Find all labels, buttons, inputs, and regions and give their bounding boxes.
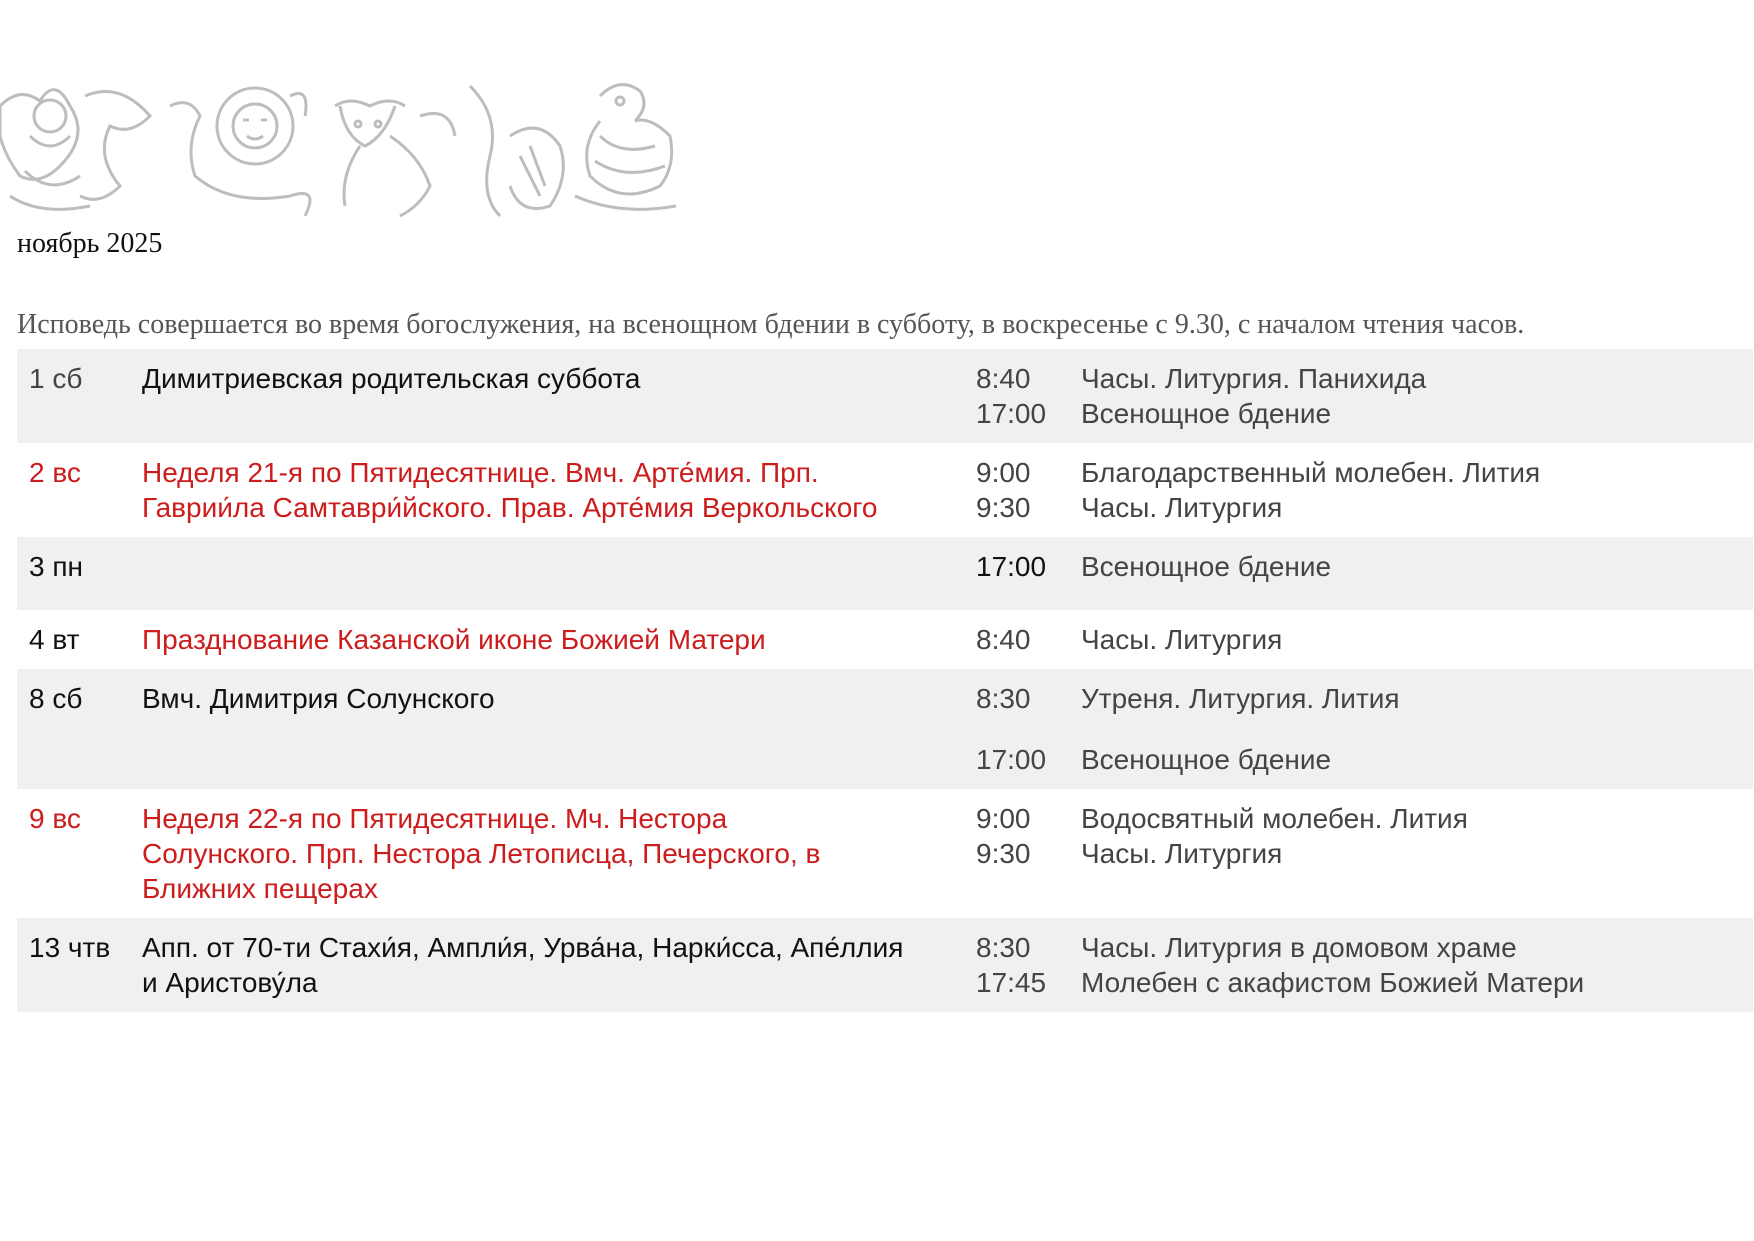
ornament-banner [0, 76, 676, 218]
row-title [142, 537, 964, 610]
row-times [964, 669, 1081, 789]
schedule-row [17, 669, 1753, 789]
row-date: 4 вт [29, 624, 80, 655]
confession-note: Исповедь совершается во время богослужения, на всенощном бдении в субботу, в воскресенье с 9.30, с началом чтения часов. [17, 309, 1525, 340]
row-date: 13 чтв [17, 918, 142, 1012]
service-time: 17:45 [976, 967, 1047, 998]
service-name: Часы. Литургия [1081, 624, 1283, 655]
service-time: 9:00 [976, 803, 1031, 834]
row-times [964, 789, 1081, 918]
service-name: Всенощное бдение [1081, 398, 1332, 429]
service-time: 8:40 [976, 624, 1031, 655]
schedule-row [17, 918, 1753, 1012]
schedule-row [17, 349, 1753, 443]
month-title: ноябрь 2025 [17, 228, 163, 259]
service-time: 9:30 [976, 838, 1031, 869]
row-date: 9 вс [29, 803, 81, 834]
row-times [964, 349, 1081, 443]
row-times [964, 443, 1081, 537]
service-time: 8:30 [976, 932, 1031, 963]
service-time: 17:00 [976, 398, 1047, 429]
service-time: 8:40 [976, 363, 1031, 394]
service-time: 17:00 [976, 551, 1047, 582]
row-date: 8 сб [17, 669, 142, 789]
row-services [1081, 789, 1753, 918]
service-time: 8:30 [976, 683, 1031, 714]
service-name: Часы. Литургия в домовом храме [1081, 932, 1517, 963]
eagle-icon [575, 85, 676, 210]
row-title: Неделя 22-я по Пятидесятнице. Мч. Нестора Солунского. Прп. Нестора Летописца, Печерского, в Ближних пещерах [142, 803, 821, 904]
lion-icon [170, 88, 310, 216]
service-name: Молебен с акафистом Божией Матери [1081, 967, 1585, 998]
row-title: Празднование Казанской иконе Божией Матери [142, 624, 766, 655]
row-title: Вмч. Димитрия Солунского [142, 669, 964, 789]
service-name: Благодарственный молебен. Лития [1081, 457, 1541, 488]
service-name: Всенощное бдение [1081, 551, 1332, 582]
service-name: Часы. Литургия [1081, 492, 1283, 523]
row-services [1081, 537, 1753, 610]
row-services [1081, 610, 1753, 669]
service-time: 9:00 [976, 457, 1031, 488]
row-title: Апп. от 70-ти Стахи́я, Ампли́я, Урва́на, Нарки́сса, Апе́ллия и Аристову́ла [142, 918, 964, 1012]
service-name: Водосвятный молебен. Лития [1081, 803, 1468, 834]
row-services [1081, 918, 1753, 1012]
schedule-row [17, 789, 1753, 918]
service-name: Утреня. Литургия. Лития [1081, 683, 1400, 714]
ox-icon [335, 101, 455, 216]
service-name: Всенощное бдение [1081, 744, 1332, 775]
service-name: Часы. Литургия. Панихида [1081, 363, 1427, 394]
service-time: 9:30 [976, 492, 1031, 523]
service-name: Часы. Литургия [1081, 838, 1283, 869]
row-services [1081, 349, 1753, 443]
service-time: 17:00 [976, 744, 1047, 775]
row-times [964, 918, 1081, 1012]
row-times [964, 537, 1081, 610]
row-title: Неделя 21-я по Пятидесятнице. Вмч. Арте́мия. Прп. Гаврии́ла Самтаври́йского. Прав. Арте́мия Веркольского [142, 457, 878, 523]
row-title: Димитриевская родительская суббота [142, 349, 964, 443]
service-schedule-table [17, 349, 1753, 1012]
schedule-row [17, 443, 1753, 537]
angel-icon [0, 90, 150, 210]
schedule-row [17, 610, 1753, 669]
vine-icon [470, 86, 563, 216]
row-date: 3 пн [17, 537, 142, 610]
row-services [1081, 669, 1753, 789]
row-services [1081, 443, 1753, 537]
row-times [964, 610, 1081, 669]
schedule-row [17, 537, 1753, 610]
row-date: 2 вс [29, 457, 81, 488]
row-date: 1 сб [17, 349, 142, 443]
